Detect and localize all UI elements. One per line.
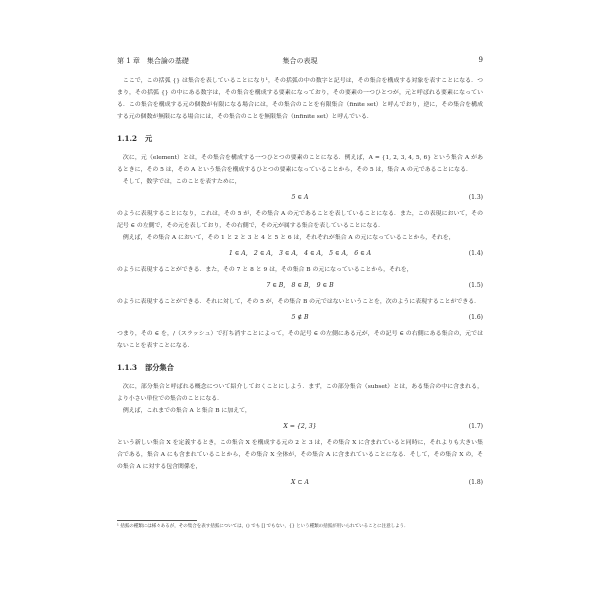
- chapter-label: 第 1 章 集合論の基礎: [117, 57, 189, 65]
- section-number: 1.1.3: [117, 363, 138, 372]
- paragraph: のように表現することになり，これは，その 5 が，その集合 A の元であることを表していることになる．また，この表現において，その記号 ∈ の左側で，その元を表しており，その右側で，その元が属する集合を表していることになる．: [117, 211, 483, 229]
- paragraph: つまり，その ∈ を，/（スラッシュ）で打ち消すことによって，その記号 ∈ の左側にある元が，その記号 ∈ の右側にある集合の，元ではないことを表すことになる．: [117, 331, 483, 349]
- equation-body: X = {2, 3}: [283, 423, 317, 430]
- section-title: 元: [145, 134, 153, 143]
- paragraph: 次に，元（element）とは，その集合を構成する一つひとつの要素のことになる．例えば，A = {1, 2, 3, 4, 5, 6} という集合 A があるときに，その 5 は，その A という集合を構成するひとつの要素になっていることから，その 5 は，集合 A の元であることになる．: [117, 155, 483, 173]
- paragraph: ここで，この括弧 {} は集合を表していることになり¹，その括弧の中の数字と記号は，その集合を構成する対象を表すことになる．つまり，その括弧 {} の中にある数字は，その集合を構成する要素になっており，その要素の一つひとつが，元と呼ばれる要素になっている．この集合を構成する元の個数が有限になる場合には，その集合のことを有限集合（finite set）と呼んでおり，逆に，その集合を構成する元の個数が無限になる場合には，その集合のことを無限集合（infinite set）と呼んでいる．: [117, 78, 483, 120]
- page-number: 9: [478, 56, 483, 64]
- equation-1-3: [117, 191, 483, 205]
- section-title: 部分集合: [145, 363, 174, 372]
- equation-number: (1.7): [468, 423, 483, 430]
- paragraph: のように表現することができる．また，その 7 と 8 と 9 は，その集合 B の元になっていることから，それを，: [117, 267, 413, 273]
- equation-body: 5 ∈ A: [291, 194, 309, 201]
- footnote-divider: [117, 520, 197, 521]
- section-heading-1-1-3: [117, 362, 483, 374]
- footnote: ¹ 括弧の種類には様々あるが，その集合を表す括弧については，() でも [] でもない，{} という種類の括弧が用いられていることに注意しよう．: [117, 524, 409, 529]
- section-title-header: 集合の表現: [282, 57, 318, 65]
- section-number: 1.1.2: [117, 134, 138, 143]
- equation-1-4: [117, 247, 483, 261]
- equation-number: (1.8): [468, 479, 483, 486]
- equation-body: 5 ∉ B: [291, 314, 309, 321]
- running-header: [117, 56, 483, 68]
- equation-1-8: [117, 476, 483, 490]
- paragraph: という新しい集合 X を定義するとき，この集合 X を構成する元の 2 と 3 は，その集合 X に含まれていると同時に，それよりも大きい集合である，集合 A にも含まれていることから，その集合 X 全体が，その集合 A に含まれていることになる．そして，その集合 X の，その集合 A に対する包含関係を，: [117, 440, 483, 470]
- paragraph: そして，数学では，このことを表すために，: [122, 179, 241, 185]
- equation-body: X ⊂ A: [291, 479, 309, 486]
- paragraph: 次に，部分集合と呼ばれる概念について紹介しておくことにしよう．まず，この部分集合（subset）とは，ある集合の中に含まれる，より小さい単位での集合のことになる．: [117, 384, 483, 402]
- equation-1-7: [117, 420, 483, 434]
- equation-1-5: [117, 279, 483, 293]
- page-body: [117, 75, 483, 493]
- equation-number: (1.6): [468, 314, 483, 321]
- equation-body: 7 ∈ B, 8 ∈ B, 9 ∈ B: [266, 282, 334, 289]
- equation-number: (1.3): [468, 194, 483, 201]
- equation-number: (1.5): [468, 282, 483, 289]
- equation-number: (1.4): [468, 250, 483, 257]
- equation-body: 1 ∈ A, 2 ∈ A, 3 ∈ A, 4 ∈ A, 5 ∈ A, 6 ∈ A: [228, 250, 372, 257]
- paragraph: 例えば，その集合 A において，その 1 と 2 と 3 と 4 と 5 と 6 は，それぞれが集合 A の元になっていることから，それを，: [122, 235, 455, 241]
- paragraph: のように表現することができる．それに対して，その 5 が，その集合 B の元ではないということを，次のように表現することができる．: [117, 299, 480, 305]
- section-heading-1-1-2: [117, 133, 483, 145]
- equation-1-6: [117, 311, 483, 325]
- paragraph: 例えば，これまでの集合 A と集合 B に加えて，: [122, 408, 251, 414]
